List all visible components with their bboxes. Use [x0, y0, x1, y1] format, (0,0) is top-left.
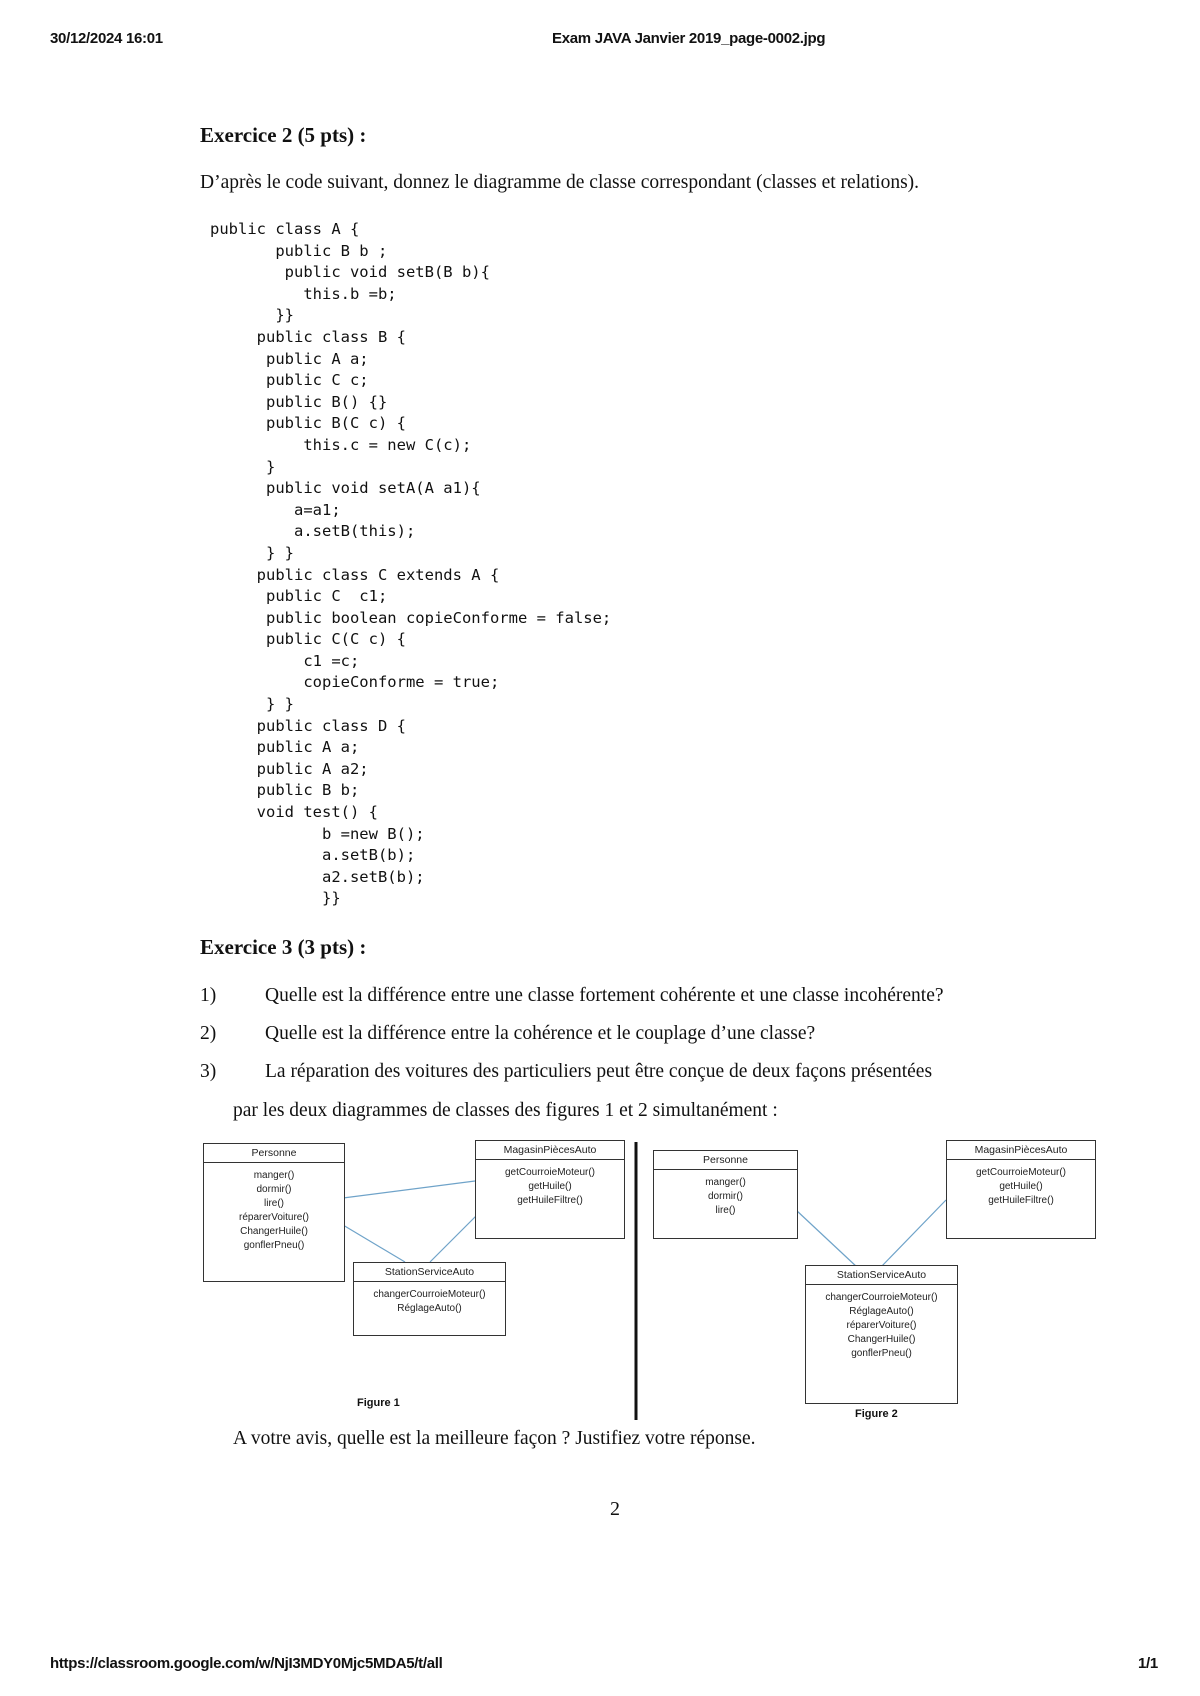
uml-method: gonflerPneu(): [851, 1348, 912, 1359]
fig1-class-personne: [203, 1143, 345, 1282]
code-line: this.b =b;: [210, 284, 397, 303]
code-line: b =new B();: [210, 824, 425, 843]
question-2-text: Quelle est la différence entre la cohérence et le couplage d’une classe?: [265, 1023, 816, 1044]
uml-method: getHuile(): [528, 1181, 572, 1192]
fig2-magasin-methods: [947, 1160, 1095, 1214]
fig1-class-station: [353, 1262, 506, 1336]
uml-method: changerCourroieMoteur(): [373, 1289, 486, 1300]
exercise3-conclusion: A votre avis, quelle est la meilleure façon ? Justifiez votre réponse.: [233, 1428, 756, 1449]
code-line: a2.setB(b);: [210, 867, 425, 886]
fig2-station-name: StationServiceAuto: [806, 1266, 957, 1285]
fig1-magasin-name: MagasinPiècesAuto: [476, 1141, 624, 1160]
uml-method: changerCourroieMoteur(): [825, 1292, 938, 1303]
code-line: this.c = new C(c);: [210, 435, 472, 454]
code-line: }: [210, 457, 276, 476]
uml-method: lire(): [264, 1198, 284, 1209]
uml-method: getCourroieMoteur(): [975, 1167, 1067, 1178]
code-line: public C(C c) {: [210, 630, 406, 649]
uml-method: getHuileFiltre(): [988, 1195, 1054, 1206]
uml-method: dormir(): [256, 1184, 292, 1195]
print-url: https://classroom.google.com/w/NjI3MDY0Mjc5MDA5/t/all: [50, 1655, 443, 1672]
code-line: public B b;: [210, 781, 360, 800]
code-line: public class D {: [210, 716, 406, 735]
code-line: void test() {: [210, 803, 378, 822]
fig2-class-station: [805, 1265, 958, 1404]
fig1-class-magasin: [475, 1140, 625, 1239]
exercise2-instruction: D’après le code suivant, donnez le diagramme de classe correspondant (classes et relations).: [200, 172, 920, 193]
question-3-number: 3): [200, 1061, 217, 1082]
print-datetime: 30/12/2024 16:01: [50, 30, 163, 47]
uml-method: manger(): [705, 1177, 746, 1188]
uml-method: RéglageAuto(): [397, 1303, 462, 1314]
code-line: public class C extends A {: [210, 565, 500, 584]
code-line: public A a2;: [210, 759, 369, 778]
code-line: public C c;: [210, 371, 369, 390]
question-1-number: 1): [200, 985, 217, 1006]
uml-method: gonflerPneu(): [243, 1240, 305, 1251]
question-3-text: La réparation des voitures des particuliers peut être conçue de deux façons présentées: [265, 1061, 933, 1082]
uml-method: getHuile(): [999, 1181, 1043, 1192]
code-line: a=a1;: [210, 500, 341, 519]
code-line: } }: [210, 543, 294, 562]
code-line: public A a;: [210, 349, 369, 368]
code-line: c1 =c;: [210, 651, 360, 670]
code-line: public A a;: [210, 738, 360, 757]
code-line: public class A {: [210, 220, 360, 238]
uml-method: dormir(): [708, 1191, 743, 1202]
fig2-link-station-magasin: [880, 1200, 946, 1268]
fig2-class-personne: [653, 1150, 798, 1239]
question-3-continuation: par les deux diagrammes de classes des figures 1 et 2 simultanément :: [233, 1100, 778, 1121]
print-filename: Exam JAVA Janvier 2019_page-0002.jpg: [552, 30, 826, 47]
uml-method: ChangerHuile(): [847, 1334, 916, 1345]
uml-method: manger(): [253, 1170, 295, 1181]
fig1-magasin-methods: [476, 1160, 624, 1214]
code-line: public B() {}: [210, 392, 388, 411]
uml-method: réparerVoiture(): [238, 1212, 310, 1223]
code-line: a.setB(this);: [210, 522, 416, 541]
exercise3-title: Exercice 3 (3 pts) :: [200, 935, 367, 959]
code-line: } }: [210, 695, 294, 714]
print-pagination: 1/1: [1138, 1655, 1158, 1672]
code-line: public B(C c) {: [210, 414, 406, 433]
fig1-station-methods: [354, 1282, 505, 1322]
uml-method: RéglageAuto(): [849, 1306, 914, 1317]
figure1-label: Figure 1: [357, 1397, 400, 1409]
code-line: }}: [210, 306, 294, 325]
fig2-personne-methods: [654, 1170, 797, 1224]
fig2-class-magasin: [946, 1140, 1096, 1239]
code-line: copieConforme = true;: [210, 673, 500, 692]
code-line: public C c1;: [210, 587, 388, 606]
question-2-number: 2): [200, 1023, 217, 1044]
fig1-link-personne-magasin: [343, 1181, 475, 1198]
code-line: public boolean copieConforme = false;: [210, 608, 612, 627]
uml-method: getHuileFiltre(): [517, 1195, 583, 1206]
fig1-link-personne-station: [343, 1225, 405, 1262]
code-line: public void setB(B b){: [210, 263, 490, 282]
uml-method: réparerVoiture(): [846, 1320, 917, 1331]
uml-method: lire(): [715, 1205, 736, 1216]
fig1-personne-methods: [204, 1163, 344, 1259]
fig2-link-personne-station: [796, 1210, 858, 1268]
code-line: }}: [210, 889, 341, 908]
fig2-station-methods: [806, 1285, 957, 1367]
fig1-link-station-magasin: [430, 1214, 478, 1262]
figure2-label: Figure 2: [855, 1408, 898, 1420]
uml-method: getCourroieMoteur(): [504, 1167, 596, 1178]
code-line: public B b ;: [210, 241, 388, 260]
uml-method: ChangerHuile(): [240, 1226, 308, 1237]
fig2-magasin-name: MagasinPiècesAuto: [947, 1141, 1095, 1160]
code-line: public void setA(A a1){: [210, 479, 481, 498]
question-1-text: Quelle est la différence entre une classe fortement cohérente et une classe incohérente?: [265, 985, 944, 1006]
fig2-personne-name: Personne: [654, 1151, 797, 1170]
fig1-personne-name: Personne: [204, 1144, 344, 1163]
code-line: public class B {: [210, 327, 406, 346]
page-number: 2: [610, 1498, 620, 1520]
fig1-station-name: StationServiceAuto: [354, 1263, 505, 1282]
code-line: a.setB(b);: [210, 846, 416, 865]
exercise2-title: Exercice 2 (5 pts) :: [200, 123, 367, 147]
